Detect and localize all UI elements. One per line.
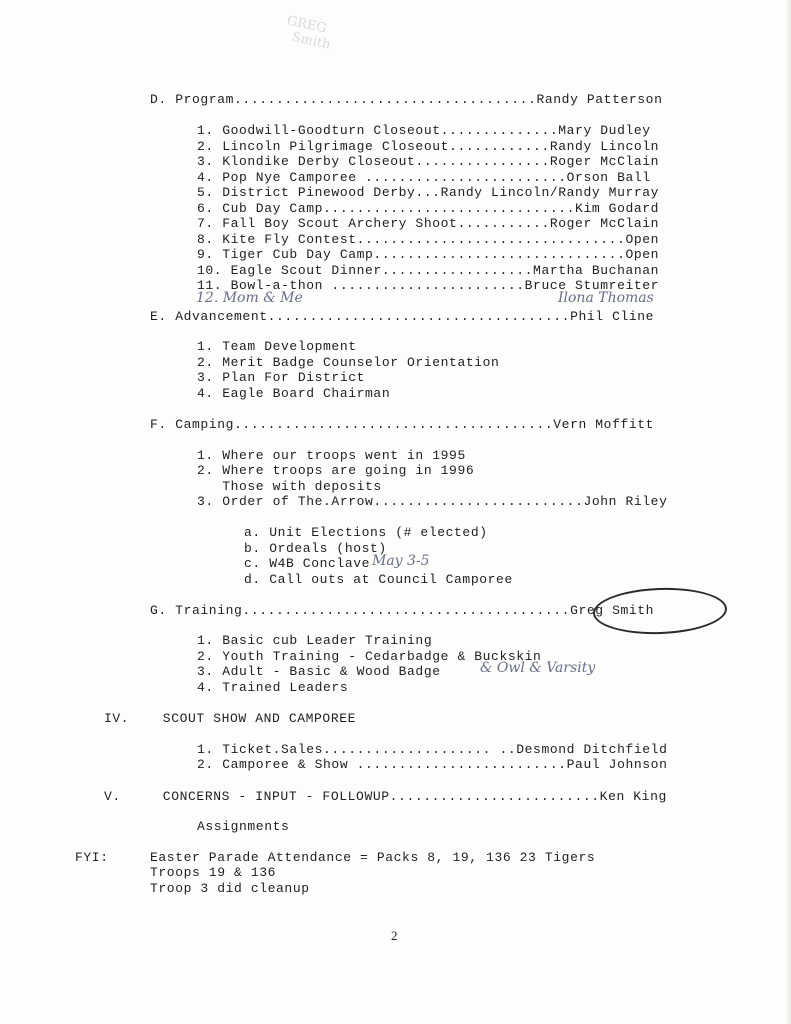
program-item-9: 9. Tiger Cub Day Camp..............................Open — [197, 247, 660, 262]
fyi-line-2: Troops 19 & 136 — [150, 865, 277, 880]
page-edge-shadow — [785, 0, 791, 1024]
scout-show-item-2: 2. Camporee & Show .........................Paul Johnson — [197, 757, 668, 772]
scout-show-heading: IV. SCOUT SHOW AND CAMPOREE — [104, 711, 357, 726]
advancement-item-4: 4. Eagle Board Chairman — [197, 386, 391, 401]
program-item-1: 1. Goodwill-Goodturn Closeout..............Mary Dudley — [197, 123, 651, 138]
program-heading: D. Program....................................Randy Patterson — [150, 92, 663, 107]
program-item-6: 6. Cub Day Camp..............................Kim Godard — [197, 201, 660, 216]
camping-sub-item-a: a. Unit Elections (# elected) — [244, 525, 488, 540]
handwritten-program-name: Ilona Thomas — [558, 290, 654, 306]
fyi-label: FYI: — [75, 850, 109, 865]
camping-item-2: 2. Where troops are going in 1996 — [197, 463, 475, 478]
handwritten-program-item: 12. Mom & Me — [196, 290, 303, 306]
training-item-1: 1. Basic cub Leader Training — [197, 633, 433, 648]
program-item-10: 10. Eagle Scout Dinner..................Martha Buchanan — [197, 263, 660, 278]
handwritten-conclave-date: May 3-5 — [372, 553, 430, 569]
training-heading: G. Training.......................................Greg Smith — [150, 603, 655, 618]
fyi-line-1: Easter Parade Attendance = Packs 8, 19, 136 23 Tigers — [150, 850, 596, 865]
advancement-item-2: 2. Merit Badge Counselor Orientation — [197, 355, 500, 370]
program-item-3: 3. Klondike Derby Closeout................Roger McClain — [197, 154, 660, 169]
hand-drawn-circle — [592, 586, 728, 637]
training-item-4: 4. Trained Leaders — [197, 680, 349, 695]
program-item-8: 8. Kite Fly Contest................................Open — [197, 232, 660, 247]
assignments-label: Assignments — [197, 819, 290, 834]
camping-item-1: 1. Where our troops went in 1995 — [197, 448, 466, 463]
faint-stamp: GREG Smith — [282, 13, 332, 53]
concerns-heading: V. CONCERNS - INPUT - FOLLOWUP.........................Ken King — [104, 789, 667, 804]
scout-show-item-1: 1. Ticket.Sales.................... ..Desmond Ditchfield — [197, 742, 668, 757]
camping-heading: F. Camping......................................Vern Moffitt — [150, 417, 655, 432]
advancement-item-3: 3. Plan For District — [197, 370, 366, 385]
camping-item-2-detail: Those with deposits — [197, 479, 382, 494]
handwritten-training-note: & Owl & Varsity — [480, 660, 596, 676]
advancement-item-1: 1. Team Development — [197, 339, 357, 354]
fyi-line-3: Troop 3 did cleanup — [150, 881, 310, 896]
program-item-5: 5. District Pinewood Derby...Randy Lincoln/Randy Murray — [197, 185, 660, 200]
camping-sub-item-d: d. Call outs at Council Camporee — [244, 572, 513, 587]
program-item-11: 11. Bowl-a-thon .......................Bruce Stumreiter — [197, 278, 660, 293]
training-item-2: 2. Youth Training - Cedarbadge & Buckskin — [197, 649, 542, 664]
program-item-7: 7. Fall Boy Scout Archery Shoot...........Roger McClain — [197, 216, 660, 231]
training-item-3: 3. Adult - Basic & Wood Badge — [197, 664, 441, 679]
program-item-4: 4. Pop Nye Camporee ........................Orson Ball — [197, 170, 651, 185]
camping-sub-item-b: b. Ordeals (host) — [244, 541, 387, 556]
camping-item-3: 3. Order of The.Arrow.........................John Riley — [197, 494, 668, 509]
camping-sub-item-c: c. W4B Conclave — [244, 556, 371, 571]
page-number: 2 — [391, 928, 398, 943]
advancement-heading: E. Advancement....................................Phil Cline — [150, 309, 655, 324]
program-item-2: 2. Lincoln Pilgrimage Closeout............Randy Lincoln — [197, 139, 660, 154]
